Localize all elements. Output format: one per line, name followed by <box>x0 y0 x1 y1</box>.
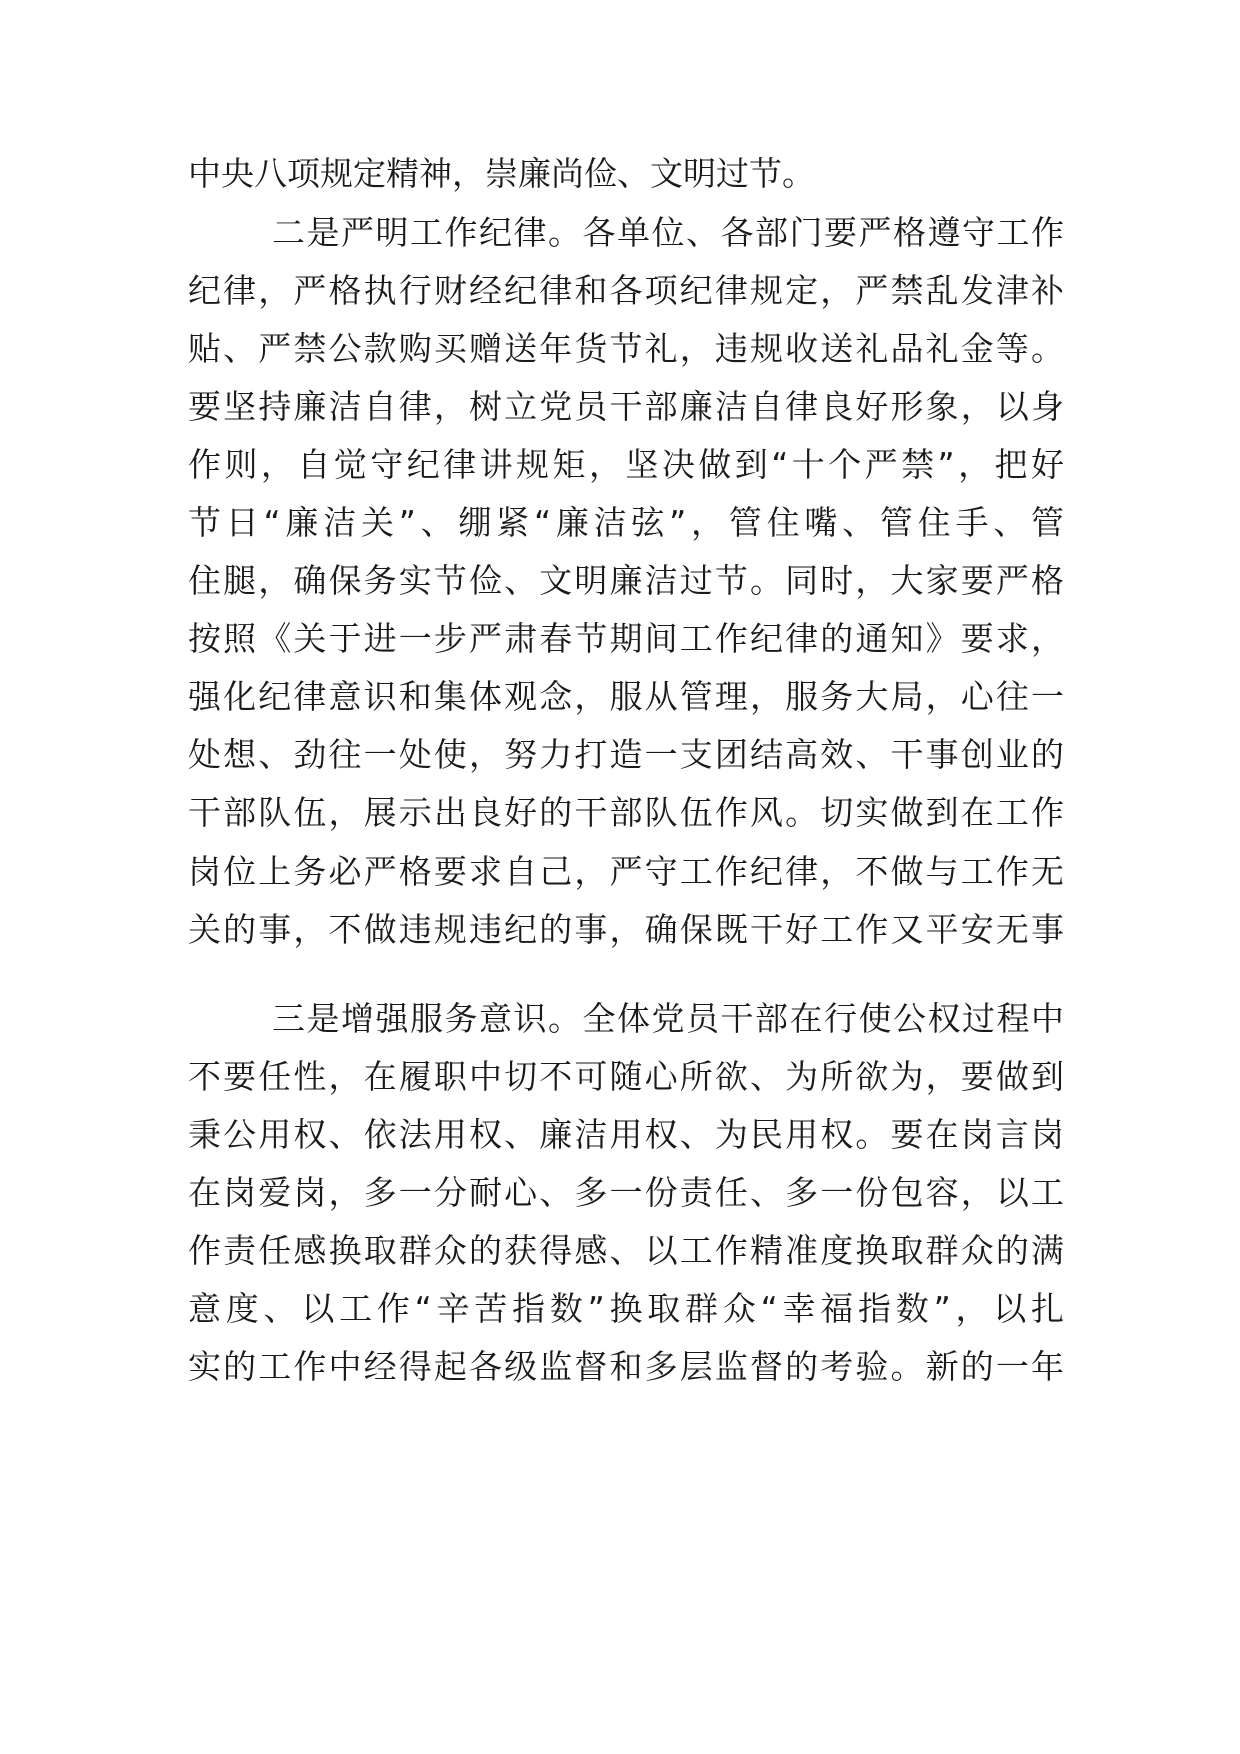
text-line-12: 干部队伍，展示出良好的干部队伍作风。切实做到在工作 <box>188 793 1064 832</box>
text-line-5: 要坚持廉洁自律，树立党员干部廉洁自律良好形象，以身 <box>188 387 1064 426</box>
text-line-13: 岗位上务必严格要求自己，严守工作纪律，不做与工作无 <box>188 852 1064 891</box>
text-line-21: 实的工作中经得起各级监督和多层监督的考验。新的一年 <box>188 1347 1064 1386</box>
text-line-4: 贴、严禁公款购买赠送年货节礼，违规收送礼品礼金等。 <box>188 329 1064 368</box>
text-line-18: 在岗爱岗，多一分耐心、多一份责任、多一份包容，以工 <box>188 1173 1064 1212</box>
text-line-6: 作则，自觉守纪律讲规矩，坚决做到“十个严禁”，把好 <box>188 445 1064 484</box>
text-line-7: 节日“廉洁关”、绷紧“廉洁弦”，管住嘴、管住手、管 <box>188 503 1064 542</box>
text-line-17: 秉公用权、依法用权、廉洁用权、为民用权。要在岗言岗 <box>188 1115 1064 1154</box>
text-line-19: 作责任感换取群众的获得感、以工作精准度换取群众的满 <box>188 1231 1064 1270</box>
text-line-11: 处想、劲往一处使，努力打造一支团结高效、干事创业的 <box>188 735 1064 774</box>
text-line-15-paragraph-start: 三是增强服务意识。全体党员干部在行使公权过程中 <box>272 999 1064 1038</box>
text-line-2-paragraph-start: 二是严明工作纪律。各单位、各部门要严格遵守工作 <box>272 213 1064 252</box>
text-line-20: 意度、以工作“辛苦指数”换取群众“幸福指数”，以扎 <box>188 1289 1064 1328</box>
text-line-16: 不要任性，在履职中切不可随心所欲、为所欲为，要做到 <box>188 1057 1064 1096</box>
text-line-1: 中央八项规定精神，崇廉尚俭、文明过节。 <box>188 154 815 193</box>
text-line-10: 强化纪律意识和集体观念，服从管理，服务大局，心往一 <box>188 677 1064 716</box>
text-line-9: 按照《关于进一步严肃春节期间工作纪律的通知》要求， <box>188 619 1064 658</box>
text-line-8: 住腿，确保务实节俭、文明廉洁过节。同时，大家要严格 <box>188 561 1064 600</box>
text-line-14: 关的事，不做违规违纪的事，确保既干好工作又平安无事 <box>188 910 1064 949</box>
text-line-3: 纪律，严格执行财经纪律和各项纪律规定，严禁乱发津补 <box>188 271 1064 310</box>
